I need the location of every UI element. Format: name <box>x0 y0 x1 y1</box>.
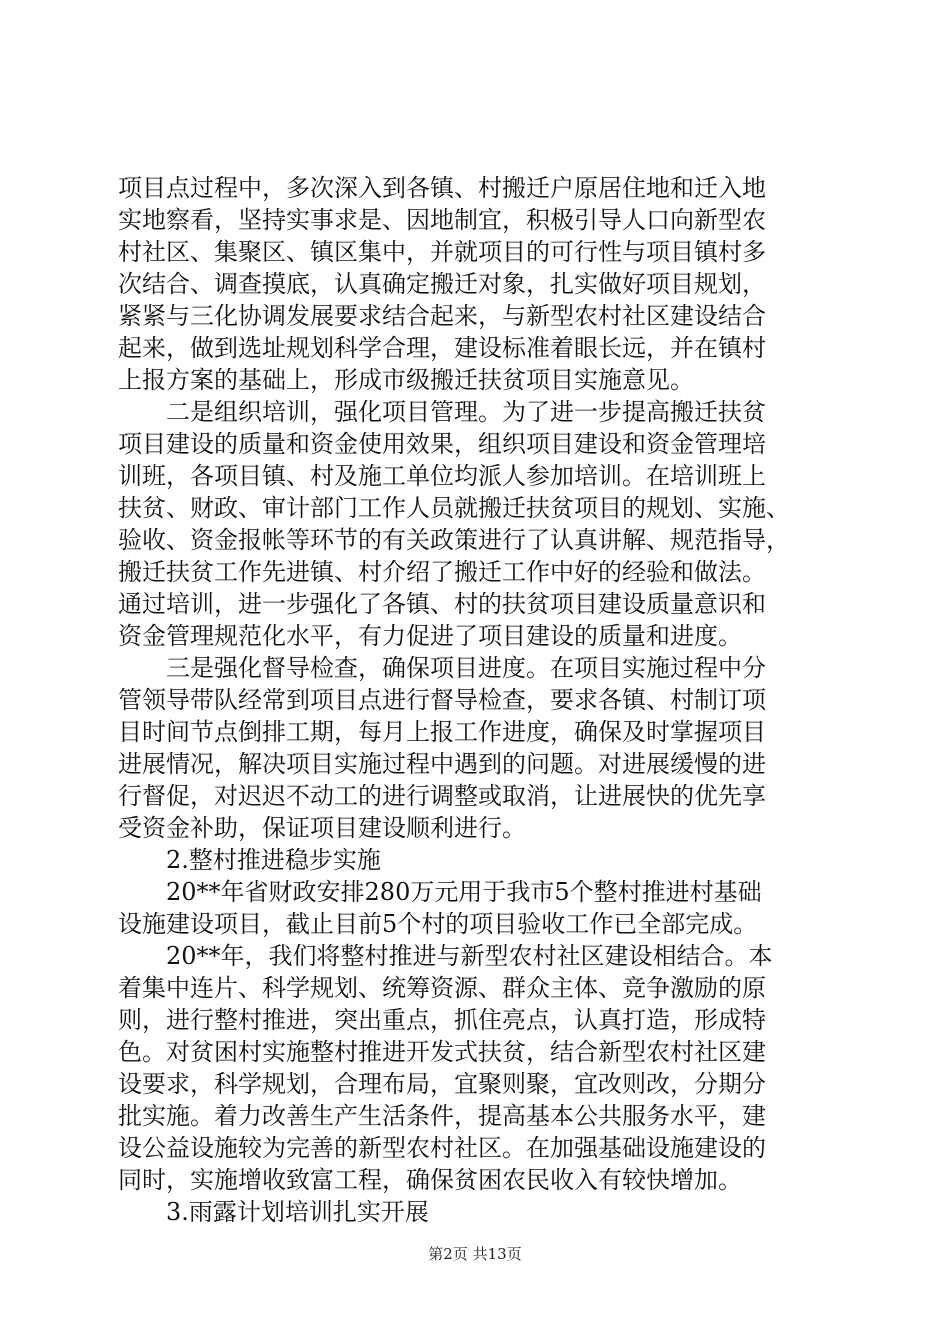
text-line: 行督促，对迟迟不动工的进行调整或取消，让进展快的优先享 <box>118 782 766 810</box>
text-line: 设公益设施较为完善的新型农村社区。在加强基础设施建设的 <box>118 1134 766 1162</box>
text-line: 设要求，科学规划，合理布局，宜聚则聚，宜改则改，分期分 <box>118 1070 766 1098</box>
page-footer <box>0 1244 950 1264</box>
text-line: 批实施。着力改善生产生活条件，提高基本公共服务水平，建 <box>118 1102 766 1130</box>
text-line: 搬迁扶贫工作先进镇、村介绍了搬迁工作中好的经验和做法。 <box>118 558 766 586</box>
text-line: 管领导带队经常到项目点进行督导检查，要求各镇、村制订项 <box>118 686 766 714</box>
text-line: 项目点过程中，多次深入到各镇、村搬迁户原居住地和迁入地 <box>118 174 766 202</box>
text-line: 色。对贫困村实施整村推进开发式扶贫，结合新型农村社区建 <box>118 1038 766 1066</box>
paragraph-start-line: 20**年，我们将整村推进与新型农村社区建设相结合。本 <box>166 942 773 970</box>
text-line: 验收、资金报帐等环节的有关政策进行了认真讲解、规范指导， <box>118 526 790 554</box>
text-line: 次结合、调查摸底，认真确定搬迁对象，扎实做好项目规划， <box>118 270 766 298</box>
text-line: 起来，做到选址规划科学合理，建设标准着眼长远，并在镇村 <box>118 334 766 362</box>
text-line: 同时，实施增收致富工程，确保贫困农民收入有较快增加。 <box>118 1166 742 1194</box>
text-line: 训班，各项目镇、村及施工单位均派人参加培训。在培训班上 <box>118 462 766 490</box>
text-line: 进展情况，解决项目实施过程中遇到的问题。对进展缓慢的进 <box>118 750 766 778</box>
text-line: 上报方案的基础上，形成市级搬迁扶贫项目实施意见。 <box>118 366 694 394</box>
text-line: 受资金补助，保证项目建设顺利进行。 <box>118 814 526 842</box>
text-line: 资金管理规范化水平，有力促进了项目建设的质量和进度。 <box>118 622 742 650</box>
text-line: 实地察看，坚持实事求是、因地制宜，积极引导人口向新型农 <box>118 206 766 234</box>
page-number-label: 第2页 共13页 <box>428 1245 522 1263</box>
text-line: 扶贫、财政、审计部门工作人员就搬迁扶贫项目的规划、实施、 <box>118 494 790 522</box>
section-heading: 3.雨露计划培训扎实开展 <box>166 1198 429 1226</box>
text-line: 目时间节点倒排工期，每月上报工作进度，确保及时掌握项目 <box>118 718 766 746</box>
paragraph-start-line: 20**年省财政安排280万元用于我市5个整村推进村基础 <box>166 878 762 906</box>
paragraph-start-line: 二是组织培训，强化项目管理。为了进一步提高搬迁扶贫 <box>166 398 766 426</box>
section-heading: 2.整村推进稳步实施 <box>166 846 381 874</box>
text-line: 通过培训，进一步强化了各镇、村的扶贫项目建设质量意识和 <box>118 590 766 618</box>
text-line: 村社区、集聚区、镇区集中，并就项目的可行性与项目镇村多 <box>118 238 766 266</box>
text-line: 设施建设项目，截止目前5个村的项目验收工作已全部完成。 <box>118 910 758 938</box>
paragraph-start-line: 三是强化督导检查，确保项目进度。在项目实施过程中分 <box>166 654 766 682</box>
text-line: 着集中连片、科学规划、统筹资源、群众主体、竞争激励的原 <box>118 974 766 1002</box>
text-line: 项目建设的质量和资金使用效果，组织项目建设和资金管理培 <box>118 430 766 458</box>
text-line: 则，进行整村推进，突出重点，抓住亮点，认真打造，形成特 <box>118 1006 766 1034</box>
body-text <box>118 172 838 1228</box>
text-line: 紧紧与三化协调发展要求结合起来，与新型农村社区建设结合 <box>118 302 766 330</box>
